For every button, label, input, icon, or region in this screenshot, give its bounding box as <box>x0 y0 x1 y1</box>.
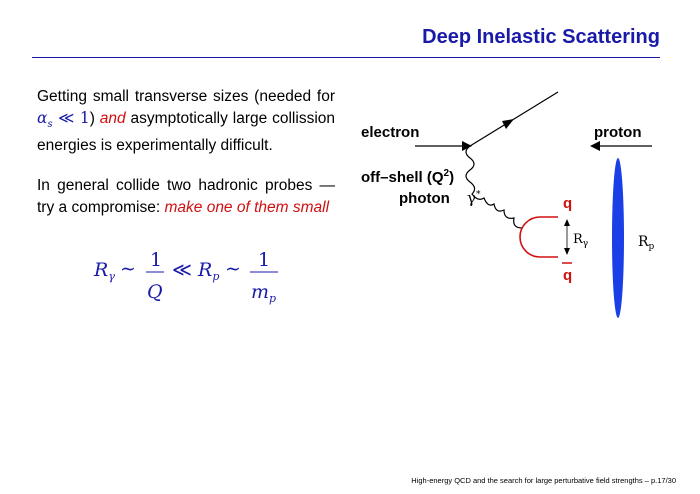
antiquark-label: q <box>563 267 573 284</box>
dis-diagram <box>361 92 655 318</box>
r-p-label: $R_p$ <box>638 234 655 252</box>
para1-emphasis: and <box>99 109 126 127</box>
formula-denominator-q: Q <box>147 281 163 303</box>
quark-antiquark-loop <box>520 217 558 257</box>
formula-r-gamma: $R_\gamma$ <box>94 259 115 283</box>
para2-text: In general collide two hadronic probes — try a compromise: <box>37 177 335 216</box>
size-formula <box>93 249 278 305</box>
formula-r-p: $R_p$ <box>198 259 220 283</box>
para1-text-3: asymptotically large collission energies is experimentally difficult. <box>37 109 336 155</box>
proton-label: proton <box>594 124 642 141</box>
virtual-photon-wavy-line <box>466 146 522 228</box>
photon-label: photon <box>399 190 450 207</box>
formula-numerator-1: 1 <box>150 249 163 271</box>
r-gamma-label: $R_\gamma$ <box>573 232 589 249</box>
formula-much-less: ≪ <box>172 259 192 281</box>
alpha-s-symbol: $\alpha_s$ ≪ 1 <box>37 108 90 130</box>
r-gamma-arrow-down-icon <box>564 248 570 255</box>
electron-label: electron <box>361 124 420 141</box>
para1-text-1: Getting small transverse sizes (needed for <box>37 88 335 105</box>
proton-blob <box>612 158 624 318</box>
outgoing-electron-arrow-icon <box>502 119 514 129</box>
r-gamma-arrow-up-icon <box>564 219 570 226</box>
slide-title: Deep Inelastic Scattering <box>422 26 660 48</box>
formula-denominator-mp: $m_p$ <box>251 281 277 305</box>
offshell-label: off–shell $(Q^2)$ <box>361 168 455 186</box>
gamma-star-symbol: γ* <box>467 189 481 207</box>
formula-numerator-2: 1 <box>258 249 271 271</box>
proton-arrow-icon <box>590 141 600 151</box>
formula-sim-2: ∼ <box>225 258 241 280</box>
slide-footer: High-energy QCD and the search for large perturbative field strengths – p.17/30 <box>411 476 676 485</box>
para2-emphasis: make one of them small <box>164 198 330 216</box>
para1-text-2: ) <box>89 109 100 127</box>
formula-sim-1: ∼ <box>120 258 136 280</box>
quark-label: q <box>563 195 573 212</box>
